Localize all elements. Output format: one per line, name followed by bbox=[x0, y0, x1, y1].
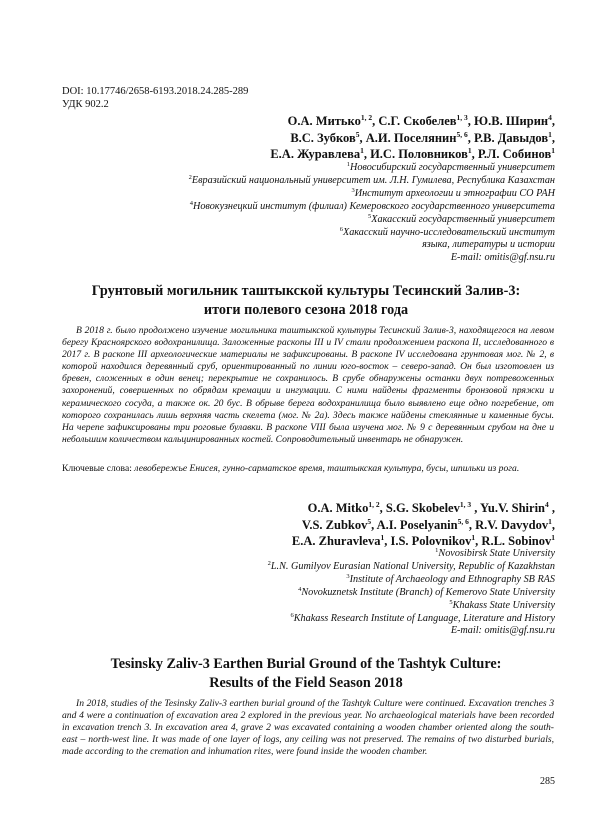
affiliation: $^4$Novokuznetsk Institute (Branch) of Kemerovo State University bbox=[298, 585, 555, 598]
affiliation-marker: 5, 6 bbox=[456, 129, 468, 139]
affiliation-marker: 1 bbox=[360, 146, 364, 155]
affiliation-marker: 4 bbox=[548, 113, 552, 122]
affiliation: $^2$Евразийский национальный университет им. Л.Н. Гумилева, Республика Казахстан bbox=[188, 173, 555, 186]
affiliation-number: 2 bbox=[267, 559, 271, 567]
title-line: итоги полевого сезона 2018 года bbox=[203, 302, 409, 318]
affiliation-marker: 1 bbox=[380, 533, 385, 542]
keywords-label: Ключевые слова: bbox=[62, 463, 135, 474]
affiliation: $^6$Khakass Research Institute of Language, Literature and History bbox=[290, 611, 555, 624]
authors-en bbox=[292, 500, 555, 550]
affiliation-number: 6 bbox=[339, 225, 343, 233]
affiliation: $^2$L.N. Gumilyov Eurasian National University, Republic of Kazakhstan bbox=[267, 559, 555, 572]
affiliation: $^3$Institute of Archaeology and Ethnography SB RAS bbox=[346, 572, 555, 585]
affiliation-number: 3 bbox=[351, 186, 355, 194]
affiliation-number: 1 bbox=[435, 547, 439, 554]
affiliation-marker: 1, 2 bbox=[360, 113, 373, 122]
affiliation-marker: 4 bbox=[545, 500, 549, 509]
affiliation-marker: 1 bbox=[551, 146, 555, 155]
affiliation-marker: 1, 2 bbox=[368, 500, 380, 509]
keywords-list: левобережье Енисея, гунно-сарматское время, таштыкская культура, бусы, шпильки из рога. bbox=[134, 463, 520, 474]
affiliation-marker: 1 bbox=[548, 516, 552, 526]
affiliation-marker: 1 bbox=[471, 533, 476, 542]
affiliations-en bbox=[268, 548, 555, 638]
affiliation-marker: 5, 6 bbox=[457, 516, 469, 526]
article-title-ru bbox=[50, 282, 562, 320]
affiliation: $^5$Khakass State University bbox=[449, 598, 555, 611]
affiliation-number: 4 bbox=[189, 199, 193, 207]
affiliation-marker: 1, 3 bbox=[459, 500, 472, 509]
author-line: Е.А. Журавлева$^1$, И.С. Половников$^1$, Р.Л. Собинов$^1$ bbox=[270, 146, 555, 161]
affiliation: $^4$Новокузнецкий институт (филиал) Кемеровского государственного университета bbox=[189, 199, 555, 212]
affiliation-email: E-mail: omitis@gf.nsu.ru bbox=[450, 252, 555, 264]
affiliation-marker: 5 bbox=[355, 129, 360, 139]
affiliation-marker: 5 bbox=[367, 516, 372, 526]
affiliation-number: 2 bbox=[188, 173, 192, 181]
author-line: E.A. Zhuravleva$^1$, I.S. Polovnikov$^1$, R.L. Sobinov$^1$ bbox=[291, 533, 555, 548]
keywords-ru bbox=[62, 463, 554, 475]
affiliation: $^5$Хакасский государственный университет bbox=[368, 212, 555, 225]
authors-ru bbox=[270, 113, 555, 163]
title-line: Грунтовый могильник таштыкской культуры Тесинский Залив-3: bbox=[91, 283, 521, 299]
affiliation: языка, литературы и истории bbox=[422, 239, 555, 251]
affiliation-number: 3 bbox=[346, 572, 350, 580]
udk: УДК 902.2 bbox=[62, 99, 109, 110]
affiliation-number: 6 bbox=[290, 611, 294, 619]
author-line: O.A. Mitko$^{1, 2}$, S.G. Skobelev$^{1, 3}$ , Yu.V. Shirin$^4$ , bbox=[307, 500, 555, 515]
author-line: В.С. Зубков$^5$, А.И. Поселянин$^{5, 6}$, Р.В. Давыдов$^1$, bbox=[290, 129, 555, 145]
author-line: V.S. Zubkov$^5$, A.I. Poselyanin$^{5, 6}$, R.V. Davydov$^1$, bbox=[301, 516, 555, 532]
affiliation-marker: 1 bbox=[548, 129, 552, 139]
page-number: 285 bbox=[540, 776, 555, 787]
affiliation: $^1$Novosibirsk State University bbox=[435, 547, 555, 559]
affiliation-marker: 1, 3 bbox=[456, 113, 468, 122]
affiliation: $^3$Институт археологии и этнографии СО РАН bbox=[351, 186, 555, 199]
abstract-en: In 2018, studies of the Tesinsky Zaliv-3 earthen burial ground of the Tashtyk Culture were continued. Excavation trenches 3 and 4 were a continuation of excavation area 2 explored in the previous year. No archaeological materials have been recorded in excavation trench 3. In excavation area 4, grave 2 was excavated containing a wooden chamber oriented along the south-east – north-west line. It was made of one layer of logs, any ceiling was not preserved. The remains of two disturbed burials, made according to the cremation and inhumation rites, were found inside the wooden chamber. bbox=[62, 698, 554, 758]
author-line: О.А. Митько$^{1, 2}$, С.Г. Скобелев$^{1, 3}$, Ю.В. Ширин$^4$, bbox=[287, 113, 555, 128]
affiliation: $^6$Хакасский научно-исследовательский институт bbox=[339, 225, 555, 238]
affiliation-marker: 1 bbox=[467, 146, 472, 155]
doi: DOI: 10.17746/2658-6193.2018.24.285-289 bbox=[62, 86, 249, 97]
abstract-ru: В 2018 г. было продолжено изучение могильника таштыкской культуры Тесинский Залив-3, находящегося на левом берегу Красноярского водохранилища. Заложенные раскопы III и IV стали продолжением раскопа II, исследованного в 2017 г. В раскопе III археологические материалы не зафиксированы. В раскопе IV исследована грунтовая мог. № 2, в которой находился деревянный сруб, ориентированный по линии юго-восток – северо-запад. Он был изготовлен из бревен, сложенных в один венец; перекрытие не сохранилось. В срубе обнаружены останки двух потревоженных захоронений, совершенных по обрядам кремации и ингумации. С ними найдены фрагменты бронзовой пряжки и керамического сосуда, а также ок. 20 бус. В обрыве берега водохранилища было выявлено еще одно погребение, от которого сохранилась лишь верхняя часть скелета (мог. № 2а). Здесь также найдены стеклянные и каменные бусы. На черепе зафиксированы три роговые булавки. В раскопе VIII была изучена мог. № 9 с деревянным срубом на дне и небольшим количеством кальцинированных костей. Сопроводительный инвентарь не обнаружен. bbox=[62, 325, 554, 445]
affiliation-number: 5 bbox=[449, 598, 453, 606]
affiliation-email: E-mail: omitis@gf.nsu.ru bbox=[450, 625, 555, 637]
title-line: Tesinsky Zaliv-3 Earthen Burial Ground of the Tashtyk Culture: bbox=[110, 656, 502, 672]
title-line: Results of the Field Season 2018 bbox=[209, 675, 403, 691]
affiliation-number: 4 bbox=[298, 585, 302, 593]
affiliation: $^1$Новосибирский государственный университет bbox=[346, 161, 555, 173]
affiliation-number: 5 bbox=[368, 212, 372, 220]
affiliation-number: 1 bbox=[346, 161, 350, 168]
affiliation-marker: 1 bbox=[551, 533, 555, 542]
article-title-en bbox=[50, 655, 562, 693]
affiliations-ru bbox=[189, 162, 555, 265]
